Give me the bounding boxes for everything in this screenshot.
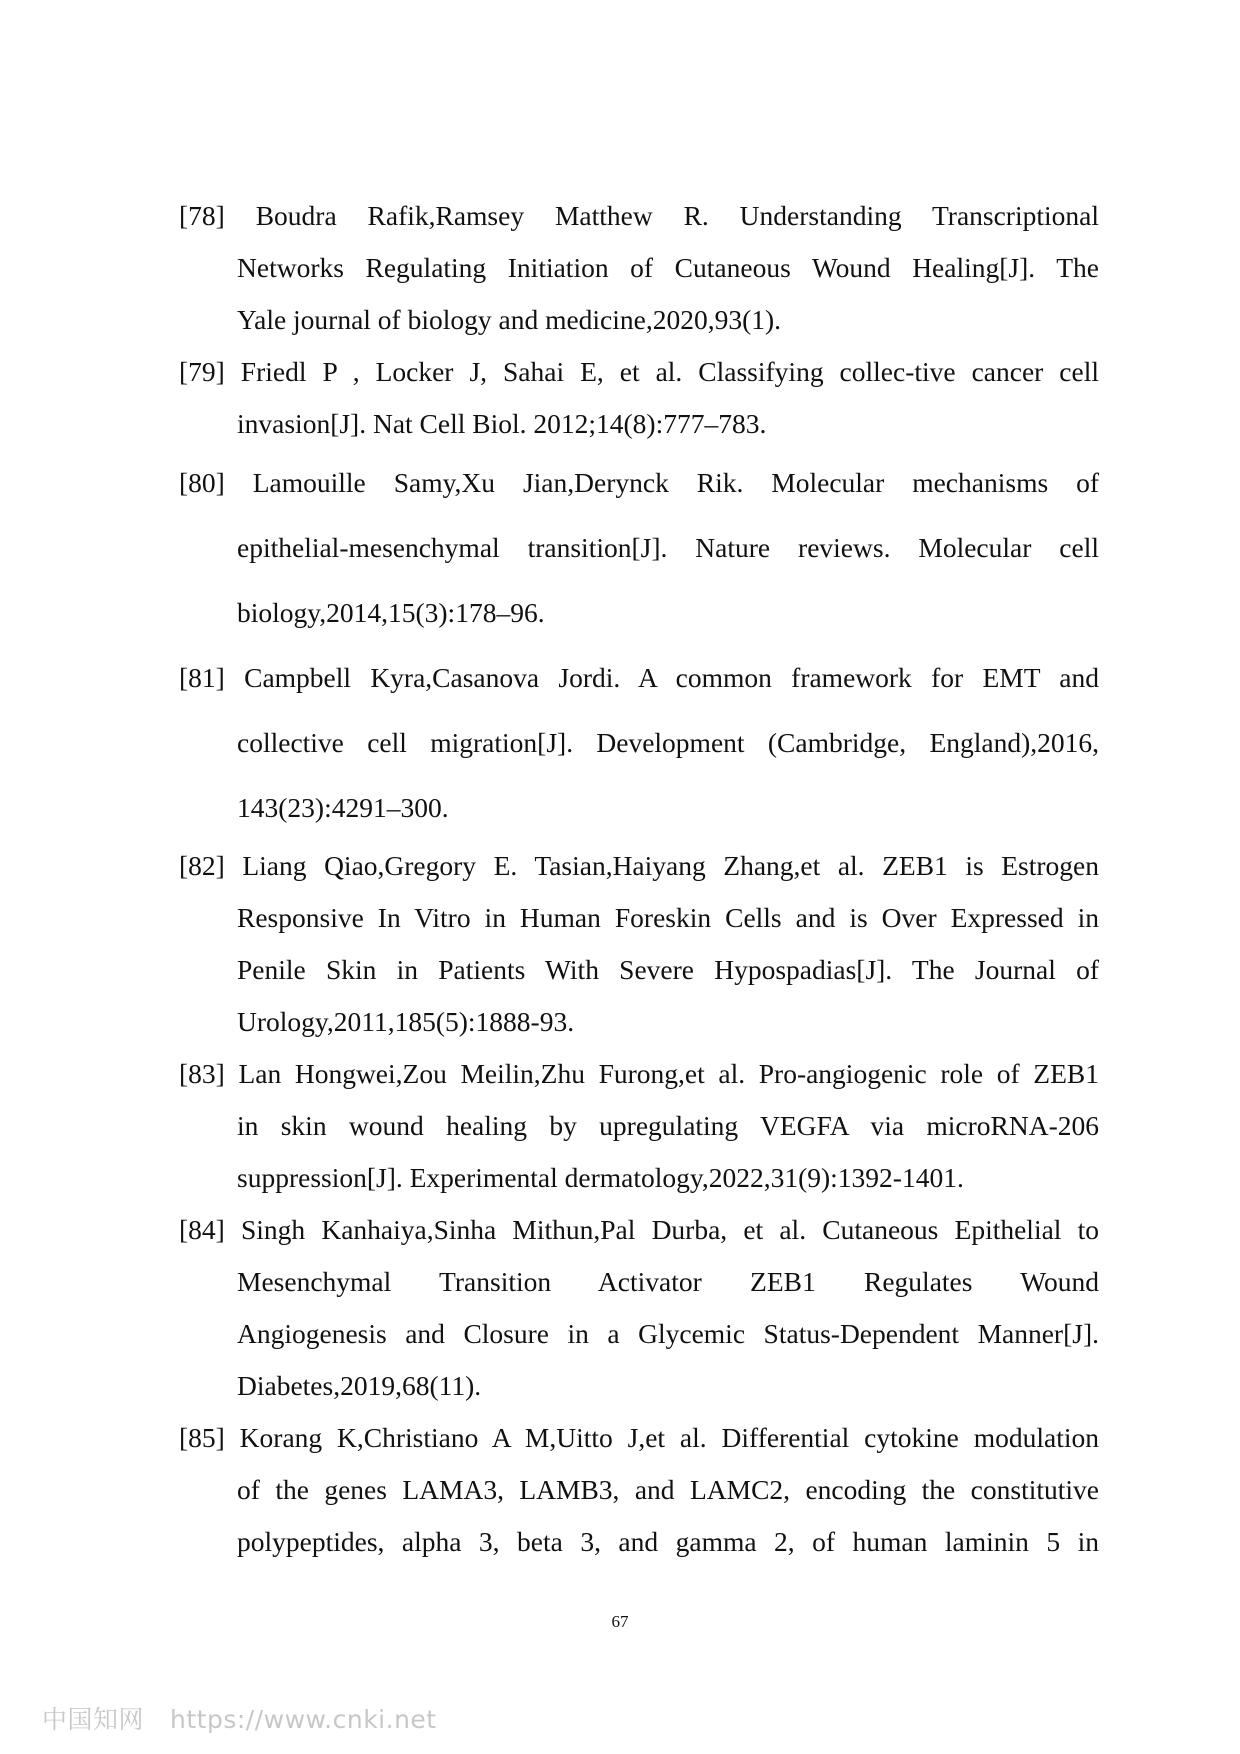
reference-line: [82] Liang Qiao,Gregory E. Tasian,Haiyang Zhang,et al. ZEB1 is Estrogen <box>179 850 1099 881</box>
reference-entry <box>179 1204 1099 1412</box>
reference-line: [85] Korang K,Christiano A M,Uitto J,et al. Differential cytokine modulation <box>179 1422 1099 1453</box>
reference-entry <box>179 450 1099 645</box>
page-number: 67 <box>611 1612 629 1631</box>
reference-entry <box>179 1412 1099 1568</box>
watermark-url: https://www.cnki.net <box>170 1705 437 1734</box>
reference-line: in skin wound healing by upregulating VEGFA via microRNA-206 <box>237 1110 1099 1141</box>
reference-line: Penile Skin in Patients With Severe Hypospadias[J]. The Journal of <box>237 954 1099 985</box>
reference-line: [81] Campbell Kyra,Casanova Jordi. A common framework for EMT and <box>179 662 1099 693</box>
reference-line: biology,2014,15(3):178–96. <box>237 597 545 628</box>
reference-line: Yale journal of biology and medicine,2020,93(1). <box>237 304 782 335</box>
watermark-brand: 中国知网 <box>42 1705 145 1734</box>
reference-line: Angiogenesis and Closure in a Glycemic Status-Dependent Manner[J]. <box>237 1318 1099 1349</box>
reference-line: Networks Regulating Initiation of Cutaneous Wound Healing[J]. The <box>237 252 1099 283</box>
reference-entry <box>179 840 1099 1048</box>
reference-entry <box>179 1048 1099 1204</box>
reference-line: epithelial-mesenchymal transition[J]. Nature reviews. Molecular cell <box>237 532 1099 563</box>
reference-line: Mesenchymal Transition Activator ZEB1 Regulates Wound <box>237 1266 1099 1297</box>
reference-line: Urology,2011,185(5):1888-93. <box>237 1006 575 1037</box>
reference-line: collective cell migration[J]. Development (Cambridge, England),2016, <box>237 727 1099 758</box>
reference-entry <box>179 645 1099 840</box>
reference-line: 143(23):4291–300. <box>237 792 449 823</box>
reference-line: suppression[J]. Experimental dermatology,2022,31(9):1392-1401. <box>237 1162 964 1193</box>
reference-line: Diabetes,2019,68(11). <box>237 1370 482 1401</box>
reference-line: [84] Singh Kanhaiya,Sinha Mithun,Pal Durba, et al. Cutaneous Epithelial to <box>179 1214 1099 1245</box>
reference-line: Responsive In Vitro in Human Foreskin Cells and is Over Expressed in <box>237 902 1099 933</box>
reference-line: invasion[J]. Nat Cell Biol. 2012;14(8):777–783. <box>237 408 767 439</box>
reference-entry <box>179 190 1099 346</box>
reference-line: of the genes LAMA3, LAMB3, and LAMC2, encoding the constitutive <box>237 1474 1099 1505</box>
reference-line: [83] Lan Hongwei,Zou Meilin,Zhu Furong,et al. Pro-angiogenic role of ZEB1 <box>179 1058 1099 1089</box>
reference-line: [78] Boudra Rafik,Ramsey Matthew R. Understanding Transcriptional <box>179 200 1099 231</box>
reference-line: [79] Friedl P , Locker J, Sahai E, et al. Classifying collec-tive cancer cell <box>179 356 1099 387</box>
reference-line: polypeptides, alpha 3, beta 3, and gamma 2, of human laminin 5 in <box>237 1526 1099 1557</box>
reference-entry <box>179 346 1099 450</box>
reference-line: [80] Lamouille Samy,Xu Jian,Derynck Rik. Molecular mechanisms of <box>179 467 1099 498</box>
cnki-watermark <box>42 1700 437 1736</box>
